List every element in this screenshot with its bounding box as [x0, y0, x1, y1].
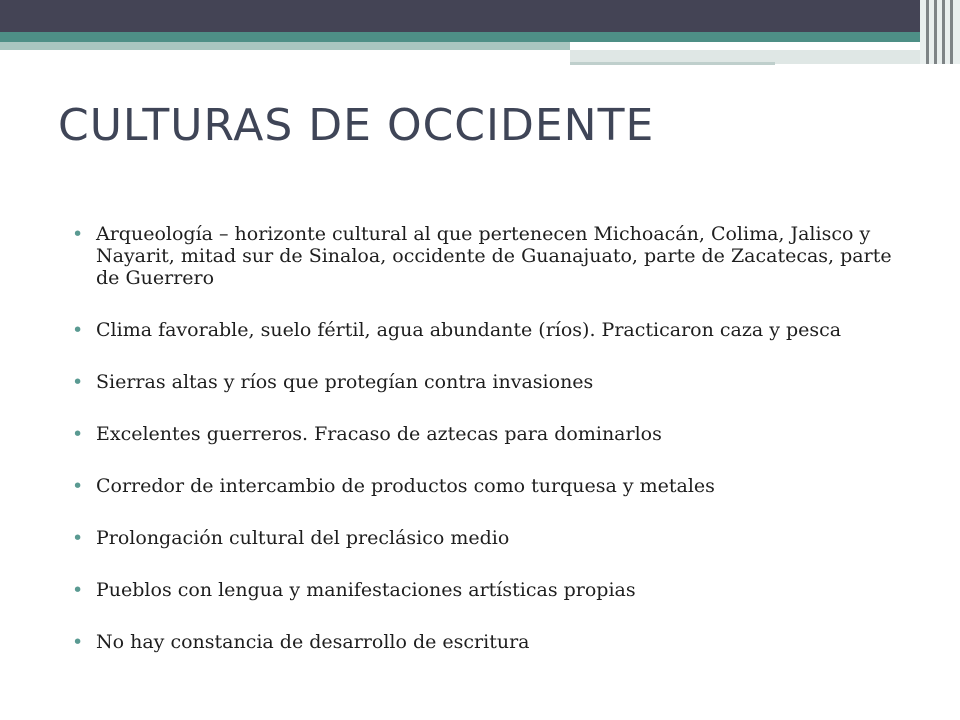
bullet-icon: •	[72, 423, 84, 445]
list-item	[72, 423, 892, 445]
header-teal-band	[0, 32, 960, 42]
bullet-text: Corredor de intercambio de productos como turquesa y metales	[96, 475, 715, 497]
bullet-text: Arqueología – horizonte cultural al que pertenecen Michoacán, Colima, Jalisco y Nayarit, mitad sur de Sinaloa, occidente de Guanajuato, parte de Zacatecas, parte de Guerrero	[96, 223, 892, 289]
header-white-band	[570, 42, 890, 50]
list-item	[72, 527, 892, 549]
list-item	[72, 475, 892, 497]
bullet-list	[72, 223, 892, 683]
header-right-strip	[570, 50, 960, 64]
list-item	[72, 319, 892, 341]
bullet-text: Pueblos con lengua y manifestaciones artísticas propias	[96, 579, 636, 601]
header-thin-line	[570, 62, 775, 65]
bullet-icon: •	[72, 223, 84, 245]
bullet-text: Prolongación cultural del preclásico medio	[96, 527, 510, 549]
bullet-icon: •	[72, 475, 84, 497]
bullet-text: Sierras altas y ríos que protegían contra invasiones	[96, 371, 594, 393]
list-item	[72, 223, 892, 289]
slide-title: CULTURAS DE OCCIDENTE	[58, 100, 655, 151]
bullet-icon: •	[72, 579, 84, 601]
bullet-text: Clima favorable, suelo fértil, agua abundante (ríos). Practicaron caza y pesca	[96, 319, 842, 341]
header-dark-band	[0, 0, 960, 32]
list-item	[72, 371, 892, 393]
bullet-icon: •	[72, 631, 84, 653]
header-light-band	[0, 42, 570, 50]
header-column-lines	[920, 0, 960, 64]
list-item	[72, 579, 892, 601]
bullet-icon: •	[72, 527, 84, 549]
bullet-icon: •	[72, 319, 84, 341]
list-item	[72, 631, 892, 653]
bullet-text: Excelentes guerreros. Fracaso de aztecas para dominarlos	[96, 423, 662, 445]
bullet-text: No hay constancia de desarrollo de escritura	[96, 631, 530, 653]
bullet-icon: •	[72, 371, 84, 393]
